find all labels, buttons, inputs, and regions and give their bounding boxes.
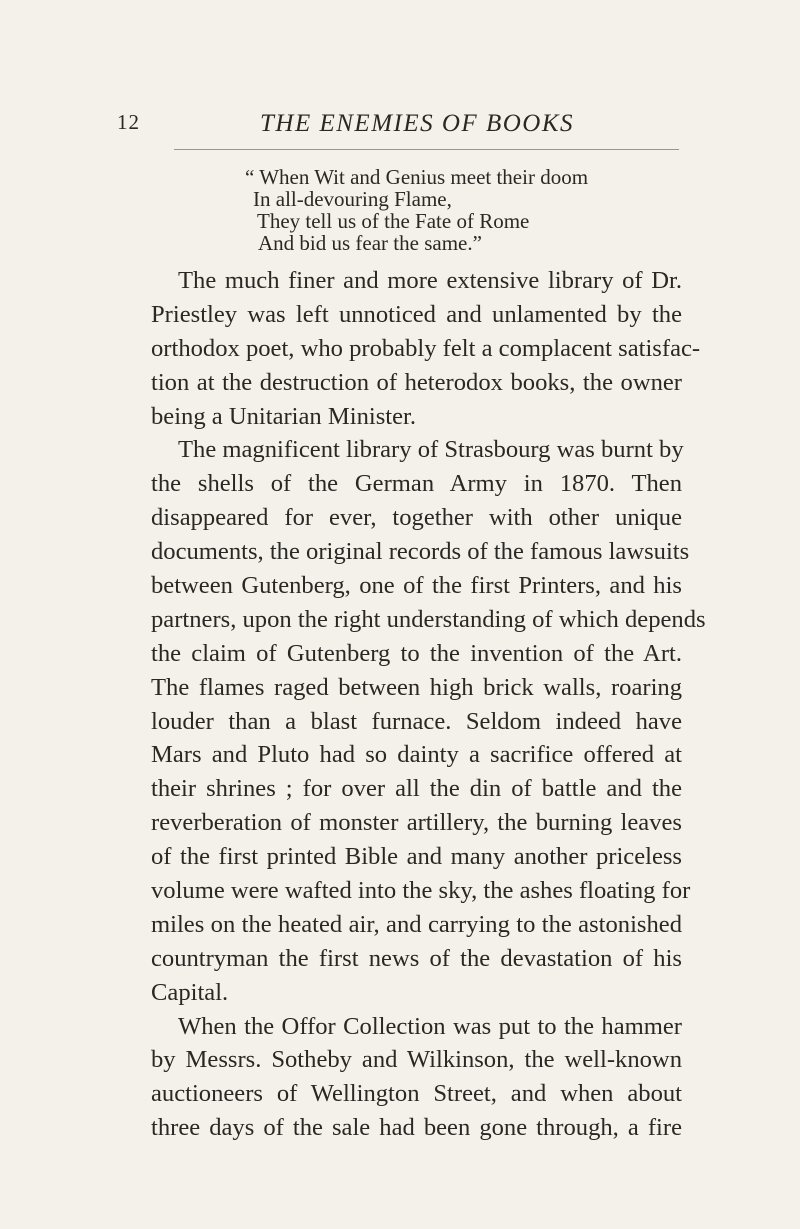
running-title: THE ENEMIES OF BOOKS bbox=[260, 110, 574, 137]
text-line: disappeared for ever, together with other unique bbox=[151, 504, 682, 532]
text-line: Capital. bbox=[151, 978, 229, 1006]
text-line: tion at the destruction of heterodox books, the owner bbox=[151, 368, 682, 396]
text-line: volume were wafted into the sky, the ashes floating for bbox=[151, 877, 691, 905]
text-line: miles on the heated air, and carrying to the astonished bbox=[151, 910, 682, 938]
text-line: documents, the original records of the famous lawsuits bbox=[151, 538, 690, 566]
verse-line: In all-devouring Flame, bbox=[253, 187, 452, 211]
text-line: Mars and Pluto had so dainty a sacrifice offered at bbox=[151, 741, 682, 769]
text-line: When the Offor Collection was put to the hammer bbox=[178, 1012, 682, 1040]
text-line: orthodox poet, who probably felt a complacent satisfac- bbox=[151, 334, 701, 362]
text-line: three days of the sale had been gone through, a fire bbox=[151, 1114, 682, 1142]
text-line: louder than a blast furnace. Seldom indeed have bbox=[151, 707, 682, 735]
text-line: between Gutenberg, one of the first Printers, and his bbox=[151, 572, 682, 600]
text-line: Priestley was left unnoticed and unlamented by the bbox=[151, 300, 682, 328]
text-line: auctioneers of Wellington Street, and when about bbox=[151, 1080, 682, 1108]
verse-line: And bid us fear the same.” bbox=[258, 231, 482, 255]
body-text bbox=[151, 264, 706, 1145]
text-line: their shrines ; for over all the din of battle and the bbox=[151, 775, 682, 803]
verse-line: “ When Wit and Genius meet their doom bbox=[245, 165, 589, 189]
page-header bbox=[117, 110, 697, 142]
text-line: countryman the first news of the devastation of his bbox=[151, 944, 682, 972]
text-line: of the first printed Bible and many another priceless bbox=[151, 843, 682, 871]
text-line: The flames raged between high brick walls, roaring bbox=[151, 673, 682, 701]
text-line: The magnificent library of Strasbourg was burnt by bbox=[178, 436, 684, 464]
text-line: the shells of the German Army in 1870. Then bbox=[151, 470, 682, 498]
text-line: the claim of Gutenberg to the invention of the Art. bbox=[151, 639, 682, 667]
page-number: 12 bbox=[117, 110, 140, 134]
text-line: by Messrs. Sotheby and Wilkinson, the well-known bbox=[151, 1046, 682, 1074]
verse-quotation bbox=[245, 166, 588, 254]
header-rule bbox=[174, 149, 679, 150]
text-line: reverberation of monster artillery, the burning leaves bbox=[151, 809, 682, 837]
verse-line: They tell us of the Fate of Rome bbox=[257, 209, 530, 233]
text-line: partners, upon the right understanding of which depends bbox=[151, 605, 706, 633]
text-line: being a Unitarian Minister. bbox=[151, 402, 417, 430]
text-line: The much finer and more extensive library of Dr. bbox=[178, 267, 682, 294]
